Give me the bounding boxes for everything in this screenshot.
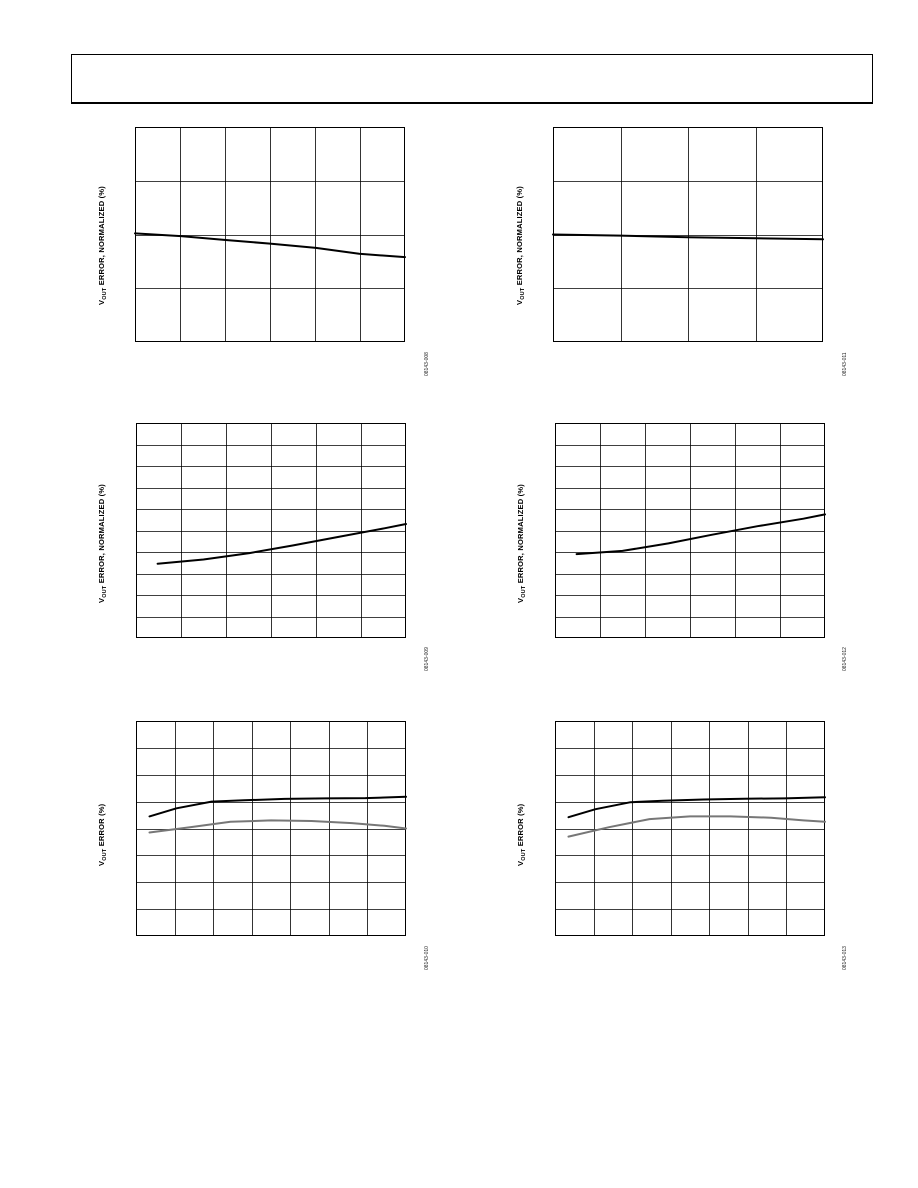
- series-line-1: [158, 524, 406, 564]
- chart-4: [555, 423, 825, 638]
- chart-1-ylabel: $V_{OUT}$ ERROR, NORMALIZED (%): [97, 186, 108, 305]
- chart-6-ylabel: $V_{OUT}$ ERROR (%): [516, 803, 527, 866]
- chart-1: [135, 127, 405, 342]
- page-header: [71, 54, 873, 104]
- chart-6-fig-id: 08143-013: [842, 946, 848, 970]
- series-line-1: [135, 233, 405, 257]
- plot-frame: [556, 722, 825, 936]
- chart-4-ylabel: $V_{OUT}$ ERROR, NORMALIZED (%): [516, 484, 527, 603]
- chart-3: [136, 423, 406, 638]
- plot-frame: [556, 424, 825, 638]
- chart-5-ylabel: $V_{OUT}$ ERROR (%): [97, 803, 108, 866]
- chart-5-fig-id: 08143-010: [424, 946, 430, 970]
- plot-frame: [136, 128, 405, 342]
- chart-1-fig-id: 08143-008: [424, 352, 430, 376]
- chart-5: [136, 721, 406, 936]
- chart-6: [555, 721, 825, 936]
- chart-2-ylabel: $V_{OUT}$ ERROR, NORMALIZED (%): [515, 186, 526, 305]
- chart-3-fig-id: 08143-009: [424, 647, 430, 671]
- chart-3-ylabel: $V_{OUT}$ ERROR, NORMALIZED (%): [97, 484, 108, 603]
- plot-frame: [137, 424, 406, 638]
- chart-4-fig-id: 08143-012: [842, 647, 848, 671]
- chart-2: [553, 127, 823, 342]
- series-line-1: [577, 514, 825, 554]
- chart-2-fig-id: 08143-011: [842, 352, 848, 376]
